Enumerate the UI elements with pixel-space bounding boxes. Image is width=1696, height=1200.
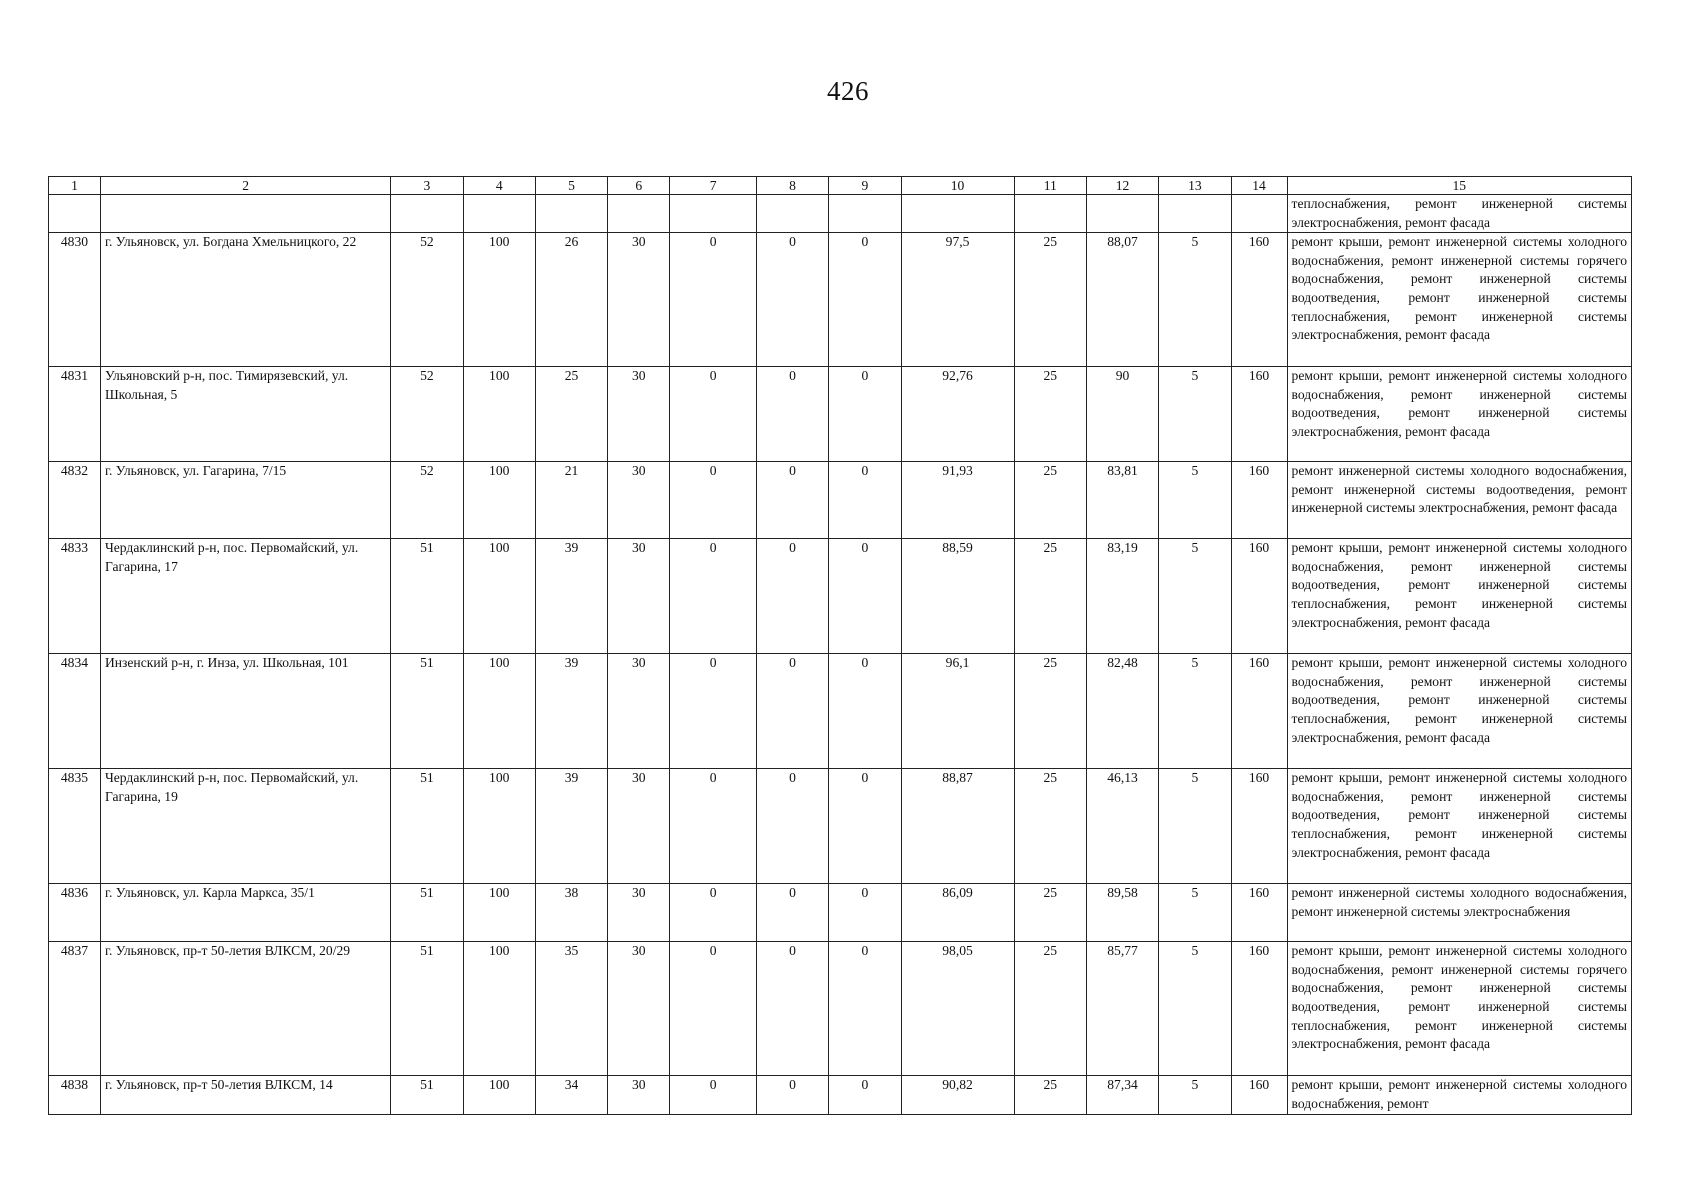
value-cell-col-14: 160 (1231, 1076, 1287, 1115)
cell (670, 195, 757, 233)
value-cell-col-5: 25 (535, 367, 607, 462)
cell (1014, 195, 1086, 233)
value-cell-col-12: 85,77 (1086, 942, 1158, 1076)
value-cell-col-9: 0 (829, 884, 901, 942)
address-cell: Чердаклинский р-н, пос. Первомайский, ул. Гагарина, 19 (100, 769, 390, 884)
address-cell: г. Ульяновск, пр-т 50-летия ВЛКСМ, 14 (100, 1076, 390, 1115)
header-cell-11: 11 (1014, 177, 1086, 195)
value-cell-col-9: 0 (829, 769, 901, 884)
cell (901, 195, 1014, 233)
value-cell-col-6: 30 (608, 942, 670, 1076)
header-cell-15: 15 (1287, 177, 1631, 195)
value-cell-col-11: 25 (1014, 1076, 1086, 1115)
value-cell-col-8: 0 (756, 1076, 828, 1115)
value-cell-col-4: 100 (463, 654, 535, 769)
value-cell-col-5: 34 (535, 1076, 607, 1115)
row-number: 4835 (49, 769, 101, 884)
value-cell-col-13: 5 (1159, 539, 1231, 654)
value-cell-col-11: 25 (1014, 769, 1086, 884)
cell (608, 195, 670, 233)
value-cell-col-14: 160 (1231, 233, 1287, 367)
value-cell-col-6: 30 (608, 367, 670, 462)
header-cell-2: 2 (100, 177, 390, 195)
value-cell-col-7: 0 (670, 1076, 757, 1115)
value-cell-col-10: 86,09 (901, 884, 1014, 942)
address-cell: Чердаклинский р-н, пос. Первомайский, ул. Гагарина, 17 (100, 539, 390, 654)
value-cell-col-7: 0 (670, 233, 757, 367)
header-row (49, 177, 1632, 195)
table-row (49, 462, 1632, 539)
value-cell-col-8: 0 (756, 884, 828, 942)
works-cell: ремонт крыши, ремонт инженерной системы холодного водоснабжения, ремонт инженерной системы водоотведения, ремонт инженерной системы электроснабжения, ремонт фасада (1287, 367, 1631, 462)
value-cell-col-4: 100 (463, 769, 535, 884)
cell (829, 195, 901, 233)
header-cell-7: 7 (670, 177, 757, 195)
value-cell-col-14: 160 (1231, 462, 1287, 539)
header-cell-9: 9 (829, 177, 901, 195)
page-number: 426 (827, 76, 869, 106)
value-cell-col-11: 25 (1014, 539, 1086, 654)
table-row (49, 233, 1632, 367)
value-cell-col-14: 160 (1231, 539, 1287, 654)
value-cell-col-3: 51 (391, 539, 463, 654)
cell (535, 195, 607, 233)
address-cell: г. Ульяновск, ул. Богдана Хмельницкого, 22 (100, 233, 390, 367)
value-cell-col-12: 90 (1086, 367, 1158, 462)
value-cell-col-13: 5 (1159, 367, 1231, 462)
value-cell-col-5: 39 (535, 539, 607, 654)
value-cell-col-9: 0 (829, 1076, 901, 1115)
value-cell-col-9: 0 (829, 462, 901, 539)
value-cell-col-14: 160 (1231, 769, 1287, 884)
value-cell-col-10: 98,05 (901, 942, 1014, 1076)
row-number: 4831 (49, 367, 101, 462)
works-cell: ремонт крыши, ремонт инженерной системы холодного водоснабжения, ремонт (1287, 1076, 1631, 1115)
value-cell-col-13: 5 (1159, 233, 1231, 367)
value-cell-col-6: 30 (608, 539, 670, 654)
table-row (49, 539, 1632, 654)
value-cell-col-5: 26 (535, 233, 607, 367)
row-number: 4830 (49, 233, 101, 367)
value-cell-col-5: 21 (535, 462, 607, 539)
value-cell-col-7: 0 (670, 462, 757, 539)
value-cell-col-3: 52 (391, 462, 463, 539)
value-cell-col-12: 89,58 (1086, 884, 1158, 942)
address-cell: г. Ульяновск, пр-т 50-летия ВЛКСМ, 20/29 (100, 942, 390, 1076)
value-cell-col-3: 51 (391, 884, 463, 942)
works-cell: ремонт крыши, ремонт инженерной системы холодного водоснабжения, ремонт инженерной системы горячего водоснабжения, ремонт инженерной системы водоотведения, ремонт инженерной системы теплоснабжения, ремонт инженерной системы электроснабжения, ремонт фасада (1287, 233, 1631, 367)
address-cell: Инзенский р-н, г. Инза, ул. Школьная, 101 (100, 654, 390, 769)
cell (49, 195, 101, 233)
value-cell-col-13: 5 (1159, 462, 1231, 539)
value-cell-col-7: 0 (670, 367, 757, 462)
value-cell-col-7: 0 (670, 942, 757, 1076)
value-cell-col-6: 30 (608, 462, 670, 539)
row-number: 4832 (49, 462, 101, 539)
row-number: 4836 (49, 884, 101, 942)
continuation-row (49, 195, 1632, 233)
table-body (49, 177, 1632, 1115)
value-cell-col-14: 160 (1231, 367, 1287, 462)
value-cell-col-3: 51 (391, 769, 463, 884)
works-table (48, 176, 1632, 1115)
value-cell-col-9: 0 (829, 233, 901, 367)
value-cell-col-10: 92,76 (901, 367, 1014, 462)
table-row (49, 654, 1632, 769)
cell (100, 195, 390, 233)
cell (1159, 195, 1231, 233)
value-cell-col-6: 30 (608, 233, 670, 367)
works-cell: ремонт инженерной системы холодного водоснабжения, ремонт инженерной системы электроснабжения (1287, 884, 1631, 942)
value-cell-col-9: 0 (829, 942, 901, 1076)
value-cell-col-6: 30 (608, 1076, 670, 1115)
row-number: 4837 (49, 942, 101, 1076)
value-cell-col-11: 25 (1014, 942, 1086, 1076)
value-cell-col-7: 0 (670, 654, 757, 769)
works-cell: ремонт крыши, ремонт инженерной системы холодного водоснабжения, ремонт инженерной системы водоотведения, ремонт инженерной системы теплоснабжения, ремонт инженерной системы электроснабжения, ремонт фасада (1287, 654, 1631, 769)
value-cell-col-6: 30 (608, 769, 670, 884)
value-cell-col-13: 5 (1159, 942, 1231, 1076)
works-cell: ремонт крыши, ремонт инженерной системы холодного водоснабжения, ремонт инженерной системы водоотведения, ремонт инженерной системы теплоснабжения, ремонт инженерной системы электроснабжения, ремонт фасада (1287, 769, 1631, 884)
value-cell-col-5: 38 (535, 884, 607, 942)
value-cell-col-12: 83,81 (1086, 462, 1158, 539)
row-number: 4833 (49, 539, 101, 654)
value-cell-col-8: 0 (756, 233, 828, 367)
value-cell-col-7: 0 (670, 769, 757, 884)
table-row (49, 367, 1632, 462)
value-cell-col-10: 96,1 (901, 654, 1014, 769)
value-cell-col-10: 88,59 (901, 539, 1014, 654)
header-cell-3: 3 (391, 177, 463, 195)
value-cell-col-14: 160 (1231, 884, 1287, 942)
value-cell-col-12: 82,48 (1086, 654, 1158, 769)
value-cell-col-12: 83,19 (1086, 539, 1158, 654)
cell (391, 195, 463, 233)
header-cell-13: 13 (1159, 177, 1231, 195)
header-cell-6: 6 (608, 177, 670, 195)
value-cell-col-4: 100 (463, 462, 535, 539)
cell (463, 195, 535, 233)
works-cell: ремонт крыши, ремонт инженерной системы холодного водоснабжения, ремонт инженерной системы водоотведения, ремонт инженерной системы теплоснабжения, ремонт инженерной системы электроснабжения, ремонт фасада (1287, 539, 1631, 654)
header-cell-1: 1 (49, 177, 101, 195)
value-cell-col-11: 25 (1014, 367, 1086, 462)
value-cell-col-3: 51 (391, 942, 463, 1076)
header-cell-10: 10 (901, 177, 1014, 195)
value-cell-col-11: 25 (1014, 654, 1086, 769)
value-cell-col-11: 25 (1014, 462, 1086, 539)
works-cell: ремонт инженерной системы холодного водоснабжения, ремонт инженерной системы водоотведения, ремонт инженерной системы электроснабжения, ремонт фасада (1287, 462, 1631, 539)
value-cell-col-13: 5 (1159, 654, 1231, 769)
value-cell-col-3: 52 (391, 367, 463, 462)
value-cell-col-6: 30 (608, 654, 670, 769)
value-cell-col-8: 0 (756, 769, 828, 884)
value-cell-col-3: 51 (391, 654, 463, 769)
value-cell-col-12: 87,34 (1086, 1076, 1158, 1115)
value-cell-col-7: 0 (670, 884, 757, 942)
header-cell-5: 5 (535, 177, 607, 195)
value-cell-col-3: 52 (391, 233, 463, 367)
value-cell-col-11: 25 (1014, 884, 1086, 942)
value-cell-col-11: 25 (1014, 233, 1086, 367)
value-cell-col-10: 88,87 (901, 769, 1014, 884)
value-cell-col-9: 0 (829, 654, 901, 769)
header-cell-4: 4 (463, 177, 535, 195)
value-cell-col-9: 0 (829, 367, 901, 462)
table-row (49, 769, 1632, 884)
works-cell: ремонт крыши, ремонт инженерной системы холодного водоснабжения, ремонт инженерной системы горячего водоснабжения, ремонт инженерной системы водоотведения, ремонт инженерной системы теплоснабжения, ремонт инженерной системы электроснабжения, ремонт фасада (1287, 942, 1631, 1076)
value-cell-col-13: 5 (1159, 1076, 1231, 1115)
value-cell-col-9: 0 (829, 539, 901, 654)
value-cell-col-8: 0 (756, 942, 828, 1076)
address-cell: Ульяновский р-н, пос. Тимирязевский, ул. Школьная, 5 (100, 367, 390, 462)
value-cell-col-4: 100 (463, 942, 535, 1076)
works-cell: теплоснабжения, ремонт инженерной системы электроснабжения, ремонт фасада (1287, 195, 1631, 233)
value-cell-col-3: 51 (391, 1076, 463, 1115)
value-cell-col-4: 100 (463, 884, 535, 942)
address-cell: г. Ульяновск, ул. Гагарина, 7/15 (100, 462, 390, 539)
table-row (49, 1076, 1632, 1115)
header-cell-12: 12 (1086, 177, 1158, 195)
value-cell-col-14: 160 (1231, 654, 1287, 769)
cell (1086, 195, 1158, 233)
value-cell-col-4: 100 (463, 233, 535, 367)
value-cell-col-13: 5 (1159, 884, 1231, 942)
value-cell-col-5: 39 (535, 769, 607, 884)
value-cell-col-10: 91,93 (901, 462, 1014, 539)
value-cell-col-8: 0 (756, 654, 828, 769)
value-cell-col-13: 5 (1159, 769, 1231, 884)
table-row (49, 884, 1632, 942)
value-cell-col-8: 0 (756, 367, 828, 462)
value-cell-col-5: 39 (535, 654, 607, 769)
value-cell-col-8: 0 (756, 539, 828, 654)
value-cell-col-8: 0 (756, 462, 828, 539)
value-cell-col-7: 0 (670, 539, 757, 654)
value-cell-col-10: 90,82 (901, 1076, 1014, 1115)
value-cell-col-12: 88,07 (1086, 233, 1158, 367)
value-cell-col-10: 97,5 (901, 233, 1014, 367)
header-cell-8: 8 (756, 177, 828, 195)
address-cell: г. Ульяновск, ул. Карла Маркса, 35/1 (100, 884, 390, 942)
value-cell-col-14: 160 (1231, 942, 1287, 1076)
value-cell-col-12: 46,13 (1086, 769, 1158, 884)
value-cell-col-4: 100 (463, 1076, 535, 1115)
cell (1231, 195, 1287, 233)
value-cell-col-4: 100 (463, 367, 535, 462)
cell (756, 195, 828, 233)
value-cell-col-4: 100 (463, 539, 535, 654)
table-row (49, 942, 1632, 1076)
value-cell-col-5: 35 (535, 942, 607, 1076)
row-number: 4838 (49, 1076, 101, 1115)
row-number: 4834 (49, 654, 101, 769)
value-cell-col-6: 30 (608, 884, 670, 942)
header-cell-14: 14 (1231, 177, 1287, 195)
